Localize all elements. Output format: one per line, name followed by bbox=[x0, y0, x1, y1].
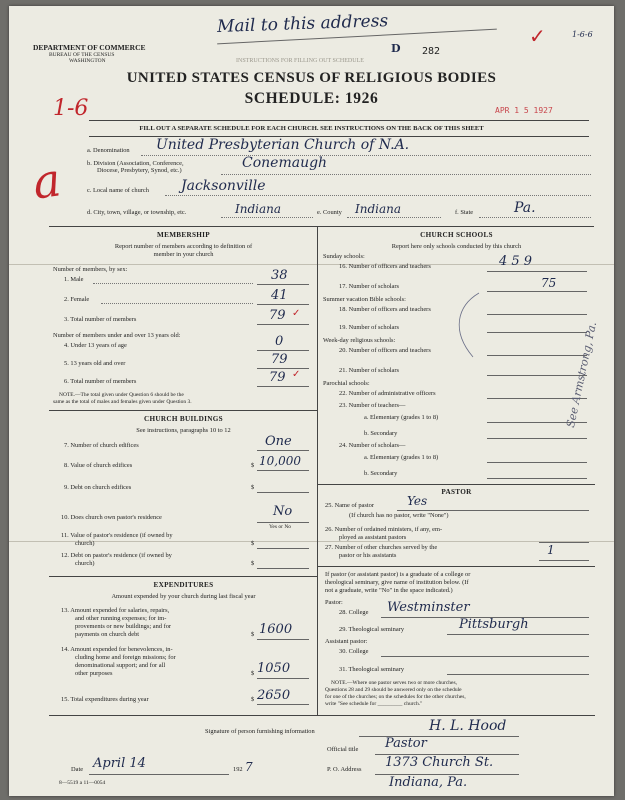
column-divider bbox=[317, 226, 318, 715]
margin-pencil-note: See Armstrong, Pa. bbox=[564, 320, 600, 429]
department-name: DEPARTMENT OF COMMERCE bbox=[33, 43, 146, 52]
label-q13-line-1: 13. Amount expended for salaries, repairs, bbox=[61, 607, 170, 614]
label-q27-b: pastor or his assistants bbox=[339, 552, 397, 559]
vacation-schools-label: Summer vacation Bible schools: bbox=[323, 296, 406, 303]
membership-intro-2: member in your church bbox=[153, 251, 214, 258]
graduate-instr-2: theological seminary, give name of institution below. (If bbox=[325, 579, 469, 586]
received-date-stamp: APR 1 5 1927 bbox=[495, 106, 553, 115]
label-q26-a: 26. Number of ordained ministers, if any, em- bbox=[325, 526, 443, 533]
membership-heading: MEMBERSHIP bbox=[157, 231, 210, 239]
pastor-note-2: Questions 28 and 29 should be answered only on the schedule bbox=[325, 687, 462, 693]
label-q22: 22. Number of administrative officers bbox=[339, 390, 436, 397]
dollar-q12: $ bbox=[251, 560, 255, 567]
year-suffix: 7 bbox=[245, 760, 253, 774]
form-footer-code: 8—5519 a 11—0054 bbox=[59, 780, 106, 786]
red-tick-q6: ✓ bbox=[292, 369, 301, 380]
rule-bottom bbox=[49, 715, 595, 716]
value-q17: 75 bbox=[541, 276, 557, 290]
sunday-schools-label: Sunday schools: bbox=[323, 253, 365, 260]
line-q24b bbox=[487, 478, 587, 479]
members-by-age: Number of members under and over 13 years old: bbox=[53, 332, 181, 339]
label-q8-value: 8. Value of church edifices bbox=[64, 462, 133, 469]
graduate-instr-3: not a graduate, write "No" in the space indicated.) bbox=[325, 587, 453, 594]
line-q20 bbox=[487, 355, 587, 356]
year-prefix: 192 bbox=[233, 766, 243, 773]
label-division-2: Diocese, Presbytery, Synod, etc.) bbox=[97, 167, 182, 174]
members-by-sex: Number of members, by sex: bbox=[53, 266, 128, 273]
label-q29: 29. Theological seminary bbox=[339, 626, 405, 633]
label-q24b: b. Secondary bbox=[364, 470, 398, 477]
line-local-name bbox=[165, 195, 591, 196]
rule-buildings bbox=[49, 410, 317, 411]
rule-graduate bbox=[317, 566, 595, 567]
label-q24: 24. Number of scholars— bbox=[339, 442, 406, 449]
value-q5-over13: 79 bbox=[271, 352, 288, 367]
label-q31: 31. Theological seminary bbox=[339, 666, 405, 673]
line-q14 bbox=[257, 678, 309, 679]
label-q11-a: 11. Value of pastor's residence (if owned by bbox=[61, 532, 173, 539]
label-denomination: a. Denomination bbox=[87, 147, 130, 154]
label-q14-line-2: cluding home and foreign missions; for bbox=[75, 654, 176, 661]
yes-or-no-hint: Yes or No bbox=[269, 524, 292, 530]
q25-note: (If church has no pastor, write "None") bbox=[349, 512, 449, 519]
label-city: d. City, town, village, or township, etc. bbox=[87, 209, 187, 216]
line-q24a bbox=[487, 462, 587, 463]
label-q9-debt: 9. Debt on church edifices bbox=[64, 484, 132, 491]
line-q5 bbox=[257, 368, 309, 369]
signature-label: Signature of person furnishing information bbox=[205, 728, 315, 735]
form-letter: D bbox=[391, 42, 401, 55]
label-q23b: b. Secondary bbox=[364, 430, 398, 437]
label-local-name: c. Local name of church bbox=[87, 187, 149, 194]
line-q4 bbox=[257, 350, 309, 351]
line-signature bbox=[359, 736, 519, 737]
value-q28: Westminster bbox=[387, 600, 470, 615]
value-denomination: United Presbyterian Church of N.A. bbox=[156, 137, 410, 153]
line-q19 bbox=[487, 332, 587, 333]
date-value: April 14 bbox=[93, 756, 146, 771]
official-title-label: Official title bbox=[327, 746, 359, 753]
dollar-q13: $ bbox=[251, 631, 255, 638]
value-q1-male: 38 bbox=[271, 268, 288, 283]
value-q10-residence: No bbox=[273, 504, 293, 519]
line-q17 bbox=[487, 291, 587, 292]
expenditures-intro: Amount expended by your church during last fiscal year bbox=[111, 593, 256, 600]
label-q12-a: 12. Debt on pastor's residence (if owned by bbox=[61, 552, 172, 559]
line-q29 bbox=[447, 634, 589, 635]
label-q4-under13: 4. Under 13 years of age bbox=[64, 342, 127, 349]
line-q21 bbox=[487, 375, 587, 376]
label-q13-line-3: provements or new buildings; and for bbox=[75, 623, 172, 630]
value-county: Indiana bbox=[355, 202, 402, 216]
pastor-note-3: for one of the churches; on the schedules for the other churches, bbox=[325, 694, 466, 700]
dots-q2 bbox=[101, 303, 253, 304]
label-q26-b: ployed as assistant pastors bbox=[339, 534, 407, 541]
label-q10-residence: 10. Does church own pastor's residence bbox=[61, 514, 162, 521]
red-initial-mark: a bbox=[29, 152, 65, 210]
label-q27-a: 27. Number of other churches served by the bbox=[325, 544, 438, 551]
line-q25 bbox=[397, 510, 589, 511]
line-q7 bbox=[257, 450, 309, 451]
line-date bbox=[89, 774, 229, 775]
value-q6-total: 79 bbox=[269, 370, 286, 385]
label-q23a: a. Elementary (grades 1 to 8) bbox=[364, 414, 439, 421]
assistant-subheading: Assistant pastor: bbox=[325, 638, 368, 645]
po-address-label: P. O. Address bbox=[327, 766, 362, 773]
parochial-schools-label: Parochial schools: bbox=[323, 380, 370, 387]
value-q29: Pittsburgh bbox=[459, 617, 529, 632]
label-q13-line-2: and other running expenses; for im- bbox=[75, 615, 167, 622]
line-q2 bbox=[257, 304, 309, 305]
line-denomination bbox=[141, 155, 591, 156]
label-q25: 25. Name of pastor bbox=[325, 502, 374, 509]
rule-pastor bbox=[317, 484, 595, 485]
obscured-subheading: INSTRUCTIONS FOR FILLING OUT SCHEDULE bbox=[236, 58, 364, 64]
corner-code: 1-6-6 bbox=[572, 30, 593, 39]
line-q6 bbox=[257, 386, 309, 387]
value-q15: 2650 bbox=[257, 688, 291, 703]
value-q14: 1050 bbox=[257, 661, 291, 676]
value-q2-female: 41 bbox=[271, 288, 288, 303]
dollar-q8: $ bbox=[251, 462, 255, 469]
value-q7-edifices: One bbox=[265, 434, 292, 449]
label-q20: 20. Number of officers and teachers bbox=[339, 347, 431, 354]
schools-heading: CHURCH SCHOOLS bbox=[420, 231, 493, 239]
value-local-name: Jacksonville bbox=[181, 178, 266, 194]
line-q11 bbox=[257, 548, 309, 549]
line-city bbox=[221, 217, 313, 218]
pastor-note-4: write "See schedule for _________ church." bbox=[325, 701, 423, 707]
label-q2-female: 2. Female bbox=[64, 296, 90, 303]
pencil-stroke bbox=[449, 291, 489, 361]
label-state: f. State bbox=[455, 209, 474, 216]
fill-out-instruction: FILL OUT A SEPARATE SCHEDULE FOR EACH CHURCH. SEE INSTRUCTIONS ON THE BACK OF THIS SHEET bbox=[139, 125, 484, 132]
signature-value: H. L. Hood bbox=[429, 718, 507, 734]
value-q13: 1600 bbox=[259, 622, 293, 637]
line-q1 bbox=[257, 284, 309, 285]
value-q27: 1 bbox=[547, 543, 555, 557]
label-q7-edifices: 7. Number of church edifices bbox=[64, 442, 139, 449]
label-q17: 17. Number of scholars bbox=[339, 283, 399, 290]
buildings-intro: See instructions, paragraphs 10 to 12 bbox=[136, 427, 231, 434]
schedule-year: SCHEDULE: 1926 bbox=[244, 90, 379, 107]
label-q14-line-1: 14. Amount expended for benevolences, in- bbox=[61, 646, 173, 653]
line-q31 bbox=[447, 674, 589, 675]
value-q3-total: 79 bbox=[269, 308, 286, 323]
value-q4-under13: 0 bbox=[275, 334, 284, 349]
dollar-q9: $ bbox=[251, 484, 255, 491]
line-q13 bbox=[257, 639, 309, 640]
rule-expenditures bbox=[49, 576, 317, 577]
rule-top bbox=[89, 120, 589, 121]
rule-sections-top bbox=[49, 226, 594, 227]
membership-note-1: NOTE.—The total given under Question 6 should be the bbox=[59, 392, 184, 398]
mail-to-address-note: Mail to this address bbox=[216, 11, 389, 37]
label-q12-b: church) bbox=[75, 560, 95, 567]
label-division-1: b. Division (Association, Conference, bbox=[87, 160, 184, 167]
value-state: Pa. bbox=[514, 200, 536, 216]
bureau-city: WASHINGTON bbox=[69, 58, 106, 64]
graduate-instr-1: If pastor (or assistant pastor) is a graduate of a college or bbox=[325, 571, 471, 578]
value-division: Conemaugh bbox=[242, 155, 328, 171]
value-q16: 4 5 9 bbox=[499, 254, 533, 269]
line-q3 bbox=[257, 324, 309, 325]
form-number: 282 bbox=[422, 46, 441, 57]
label-county: e. County bbox=[317, 209, 342, 216]
weekday-schools-label: Week-day religious schools: bbox=[323, 337, 396, 344]
label-q19: 19. Number of scholars bbox=[339, 324, 399, 331]
label-q21: 21. Number of scholars bbox=[339, 367, 399, 374]
label-q18: 18. Number of officers and teachers bbox=[339, 306, 431, 313]
label-q13-line-4: payments on church debt bbox=[75, 631, 140, 638]
value-q8-value: 10,000 bbox=[259, 454, 301, 468]
line-q18 bbox=[487, 314, 587, 315]
line-state bbox=[479, 217, 591, 218]
label-q5-over13: 5. 13 years old and over bbox=[64, 360, 126, 367]
po-address-line-2: Indiana, Pa. bbox=[389, 775, 468, 790]
membership-note-2: same as the total of males and females given under Question 3. bbox=[53, 399, 192, 405]
label-q14-line-3: denominational support; and for all bbox=[75, 662, 166, 669]
label-q30: 30. College bbox=[339, 648, 369, 655]
value-city: Indiana bbox=[235, 202, 282, 216]
buildings-heading: CHURCH BUILDINGS bbox=[144, 415, 223, 423]
date-label: Date bbox=[71, 766, 84, 773]
po-address-line-1: 1373 Church St. bbox=[385, 755, 494, 770]
line-county bbox=[347, 217, 441, 218]
page-title: UNITED STATES CENSUS OF RELIGIOUS BODIES bbox=[126, 70, 497, 86]
dollar-q14: $ bbox=[251, 670, 255, 677]
dots-q1 bbox=[93, 283, 253, 284]
pastor-heading: PASTOR bbox=[441, 488, 472, 496]
line-q27 bbox=[539, 560, 589, 561]
label-q16: 16. Number of officers and teachers bbox=[339, 263, 431, 270]
bureau-name: BUREAU OF THE CENSUS bbox=[49, 52, 115, 58]
pastor-note-1: NOTE.—Where one pastor serves two or more churches, bbox=[331, 680, 457, 686]
label-q24a: a. Elementary (grades 1 to 8) bbox=[364, 454, 439, 461]
official-title-value: Pastor bbox=[385, 736, 427, 751]
census-schedule-sheet bbox=[9, 6, 614, 796]
red-check-mark: ✓ bbox=[529, 26, 546, 48]
line-q9 bbox=[257, 492, 309, 493]
label-q3-total: 3. Total number of members bbox=[64, 316, 137, 323]
fold-line bbox=[9, 541, 614, 542]
line-q10 bbox=[257, 522, 309, 523]
line-division bbox=[221, 174, 591, 175]
membership-intro-1: Report number of members according to definition of bbox=[114, 243, 253, 250]
pastor-subheading: Pastor: bbox=[325, 599, 343, 606]
dollar-q11: $ bbox=[251, 540, 255, 547]
label-q23: 23. Number of teachers— bbox=[339, 402, 406, 409]
label-q6-total: 6. Total number of members bbox=[64, 378, 137, 385]
expenditures-heading: EXPENDITURES bbox=[153, 581, 214, 589]
red-handwritten-code: 1-6 bbox=[53, 96, 89, 121]
line-q15 bbox=[257, 704, 309, 705]
label-q15-total: 15. Total expenditures during year bbox=[61, 696, 149, 703]
line-q23b bbox=[487, 438, 587, 439]
label-q1-male: 1. Male bbox=[64, 276, 84, 283]
red-tick-q3: ✓ bbox=[292, 308, 301, 319]
label-q28: 28. College bbox=[339, 609, 369, 616]
schools-intro: Report here only schools conducted by this church bbox=[391, 243, 522, 250]
label-q14-line-4: other purposes bbox=[75, 670, 113, 677]
label-q11-b: church) bbox=[75, 540, 95, 547]
line-q30 bbox=[381, 656, 589, 657]
value-q25: Yes bbox=[407, 494, 428, 508]
line-q16 bbox=[487, 271, 587, 272]
line-q12 bbox=[257, 568, 309, 569]
line-q8 bbox=[257, 470, 309, 471]
dollar-q15: $ bbox=[251, 696, 255, 703]
